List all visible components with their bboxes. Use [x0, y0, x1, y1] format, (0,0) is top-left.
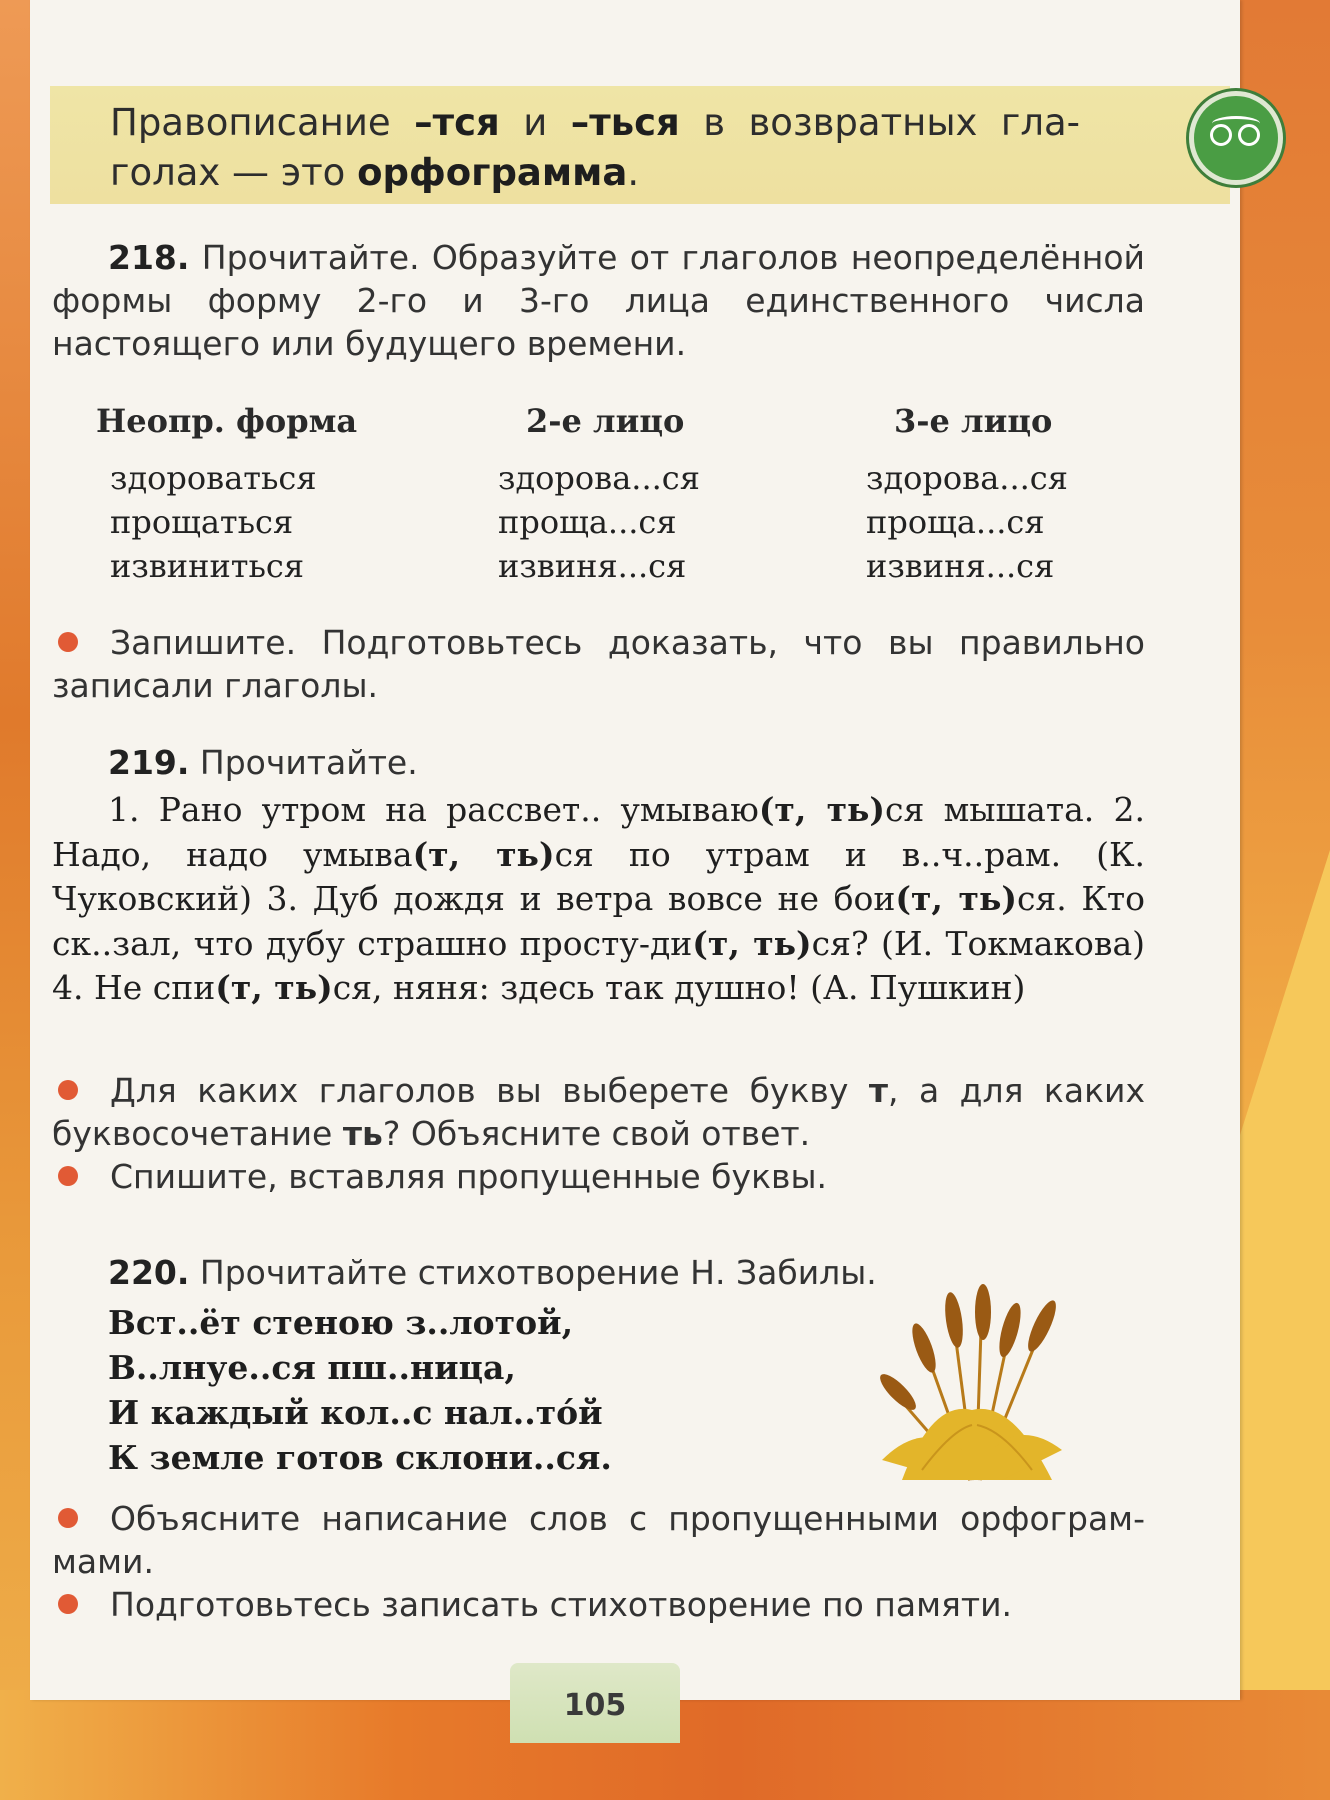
table-cell: здорова...ся: [498, 459, 700, 497]
table-cell: проща...ся: [498, 503, 677, 541]
task-text: Запишите. Подготовьтесь доказать, что вы правильно записали глаголы.: [52, 623, 1145, 705]
task-text: Объясните написание слов с пропущенными орфограм-мами.: [52, 1499, 1145, 1581]
owl-eye: [1210, 124, 1232, 146]
text-segment-bold: (т, ть): [412, 834, 555, 874]
rule-part: .: [627, 151, 640, 194]
exercise-219-text: [52, 788, 1145, 1011]
task-text: Для каких глаголов вы выберете букву: [110, 1071, 869, 1110]
wheat-ear: [975, 1284, 991, 1340]
table-cell: извиня...ся: [498, 547, 687, 585]
exercise-text: Прочитайте. Образуйте от глаголов неопределённой формы форму 2-го и 3-го лица единственного числа настоящего или будущего времени.: [52, 238, 1145, 363]
exercise-number: 219.: [108, 743, 190, 782]
text-segment-bold: (т, ть): [895, 879, 1017, 918]
task-text: , а для каких буквосочетание: [52, 1071, 1145, 1153]
rule-bold: –тся: [414, 101, 500, 144]
table-header: Неопр. форма: [96, 402, 358, 440]
exercise-220-task-2: [52, 1583, 1145, 1626]
rule-bold: –ться: [570, 101, 680, 144]
task-text: ? Объясните свой ответ.: [382, 1114, 811, 1153]
text-segment: ся. Кто ск..зал, что дубу страшно просту-ди: [52, 879, 1145, 963]
text-segment: ся по утрам и в..ч..рам. (К. Чуковский) 3. Дуб дождя и ветра вовсе не бои: [52, 834, 1145, 918]
exercise-220-task-1: [52, 1497, 1145, 1583]
exercise-number: 220.: [108, 1253, 190, 1292]
table-column-infinitive: [110, 456, 317, 588]
table-cell: прощаться: [110, 503, 294, 541]
text-segment-bold: (т, ть): [692, 923, 812, 963]
table-cell: извиня...ся: [866, 547, 1055, 585]
exercise-text: Прочитайте.: [189, 743, 418, 782]
text-segment: ся, няня: здесь так душно! (А. Пушкин): [332, 968, 1026, 1007]
text-segment-bold: (т, ть): [215, 968, 333, 1007]
bullet-icon: [58, 1166, 78, 1186]
rule-part: Правописание: [110, 101, 415, 144]
poem-line: И каждый кол..с нал..то́й: [108, 1393, 603, 1432]
text-segment-bold: (т, ть): [758, 790, 886, 829]
poem-line: К земле готов склони..ся.: [108, 1438, 612, 1477]
table-header: 3-е лицо: [894, 402, 1053, 440]
wheat-ear: [995, 1301, 1025, 1359]
table-cell: здороваться: [110, 459, 317, 497]
task-text: Спишите, вставляя пропущенные буквы.: [110, 1157, 827, 1196]
wheat-ear: [1023, 1297, 1061, 1355]
bullet-icon: [58, 1594, 78, 1614]
table-cell: извиниться: [110, 547, 305, 585]
rule-text: [110, 98, 1080, 198]
rule-part: и: [499, 101, 571, 144]
table-header: 2-е лицо: [526, 402, 685, 440]
rule-part: в возвратных гла-голах — это: [110, 101, 1080, 194]
exercise-text: Прочитайте стихотворение Н. Забилы.: [189, 1253, 877, 1292]
owl-icon: [1194, 96, 1278, 180]
wheat-ear: [875, 1369, 920, 1414]
task-text-bold: т: [868, 1071, 888, 1110]
text-segment: ся? (И. Токмакова) 4. Не спи: [52, 923, 1145, 1007]
table-cell: здорова...ся: [866, 459, 1068, 497]
exercise-218-instructions: [52, 236, 1145, 365]
exercise-219-task-1: [52, 1069, 1145, 1155]
bullet-icon: [58, 632, 78, 652]
wheat-ear: [908, 1321, 941, 1375]
rule-bold: орфограмма: [357, 151, 628, 194]
text-segment: 1. Рано утром на рассвет.. умываю: [108, 790, 759, 829]
exercise-218-task: [52, 621, 1145, 707]
table-column-3rd-person: [866, 456, 1068, 588]
bullet-icon: [58, 1508, 78, 1528]
table-column-2nd-person: [498, 456, 700, 588]
task-text-bold: ть: [342, 1114, 383, 1153]
poem: [108, 1300, 612, 1480]
owl-eye: [1238, 124, 1260, 146]
wheat-illustration: [862, 1280, 1082, 1500]
task-text: Подготовьтесь записать стихотворение по памяти.: [110, 1585, 1013, 1624]
table-cell: проща...ся: [866, 503, 1045, 541]
page-number: 105: [563, 1688, 627, 1723]
bullet-icon: [58, 1080, 78, 1100]
poem-line: В..лнуе..ся пш..ница,: [108, 1348, 516, 1387]
poem-line: Вст..ёт стеною з..лотой,: [108, 1303, 574, 1342]
wheat-ear: [942, 1291, 966, 1349]
exercise-219-instructions: [52, 741, 1145, 784]
text-segment: ся мышата. 2. Надо, надо умыва: [52, 790, 1145, 874]
exercise-number: 218.: [108, 238, 190, 277]
exercise-219-task-2: [52, 1155, 1145, 1198]
